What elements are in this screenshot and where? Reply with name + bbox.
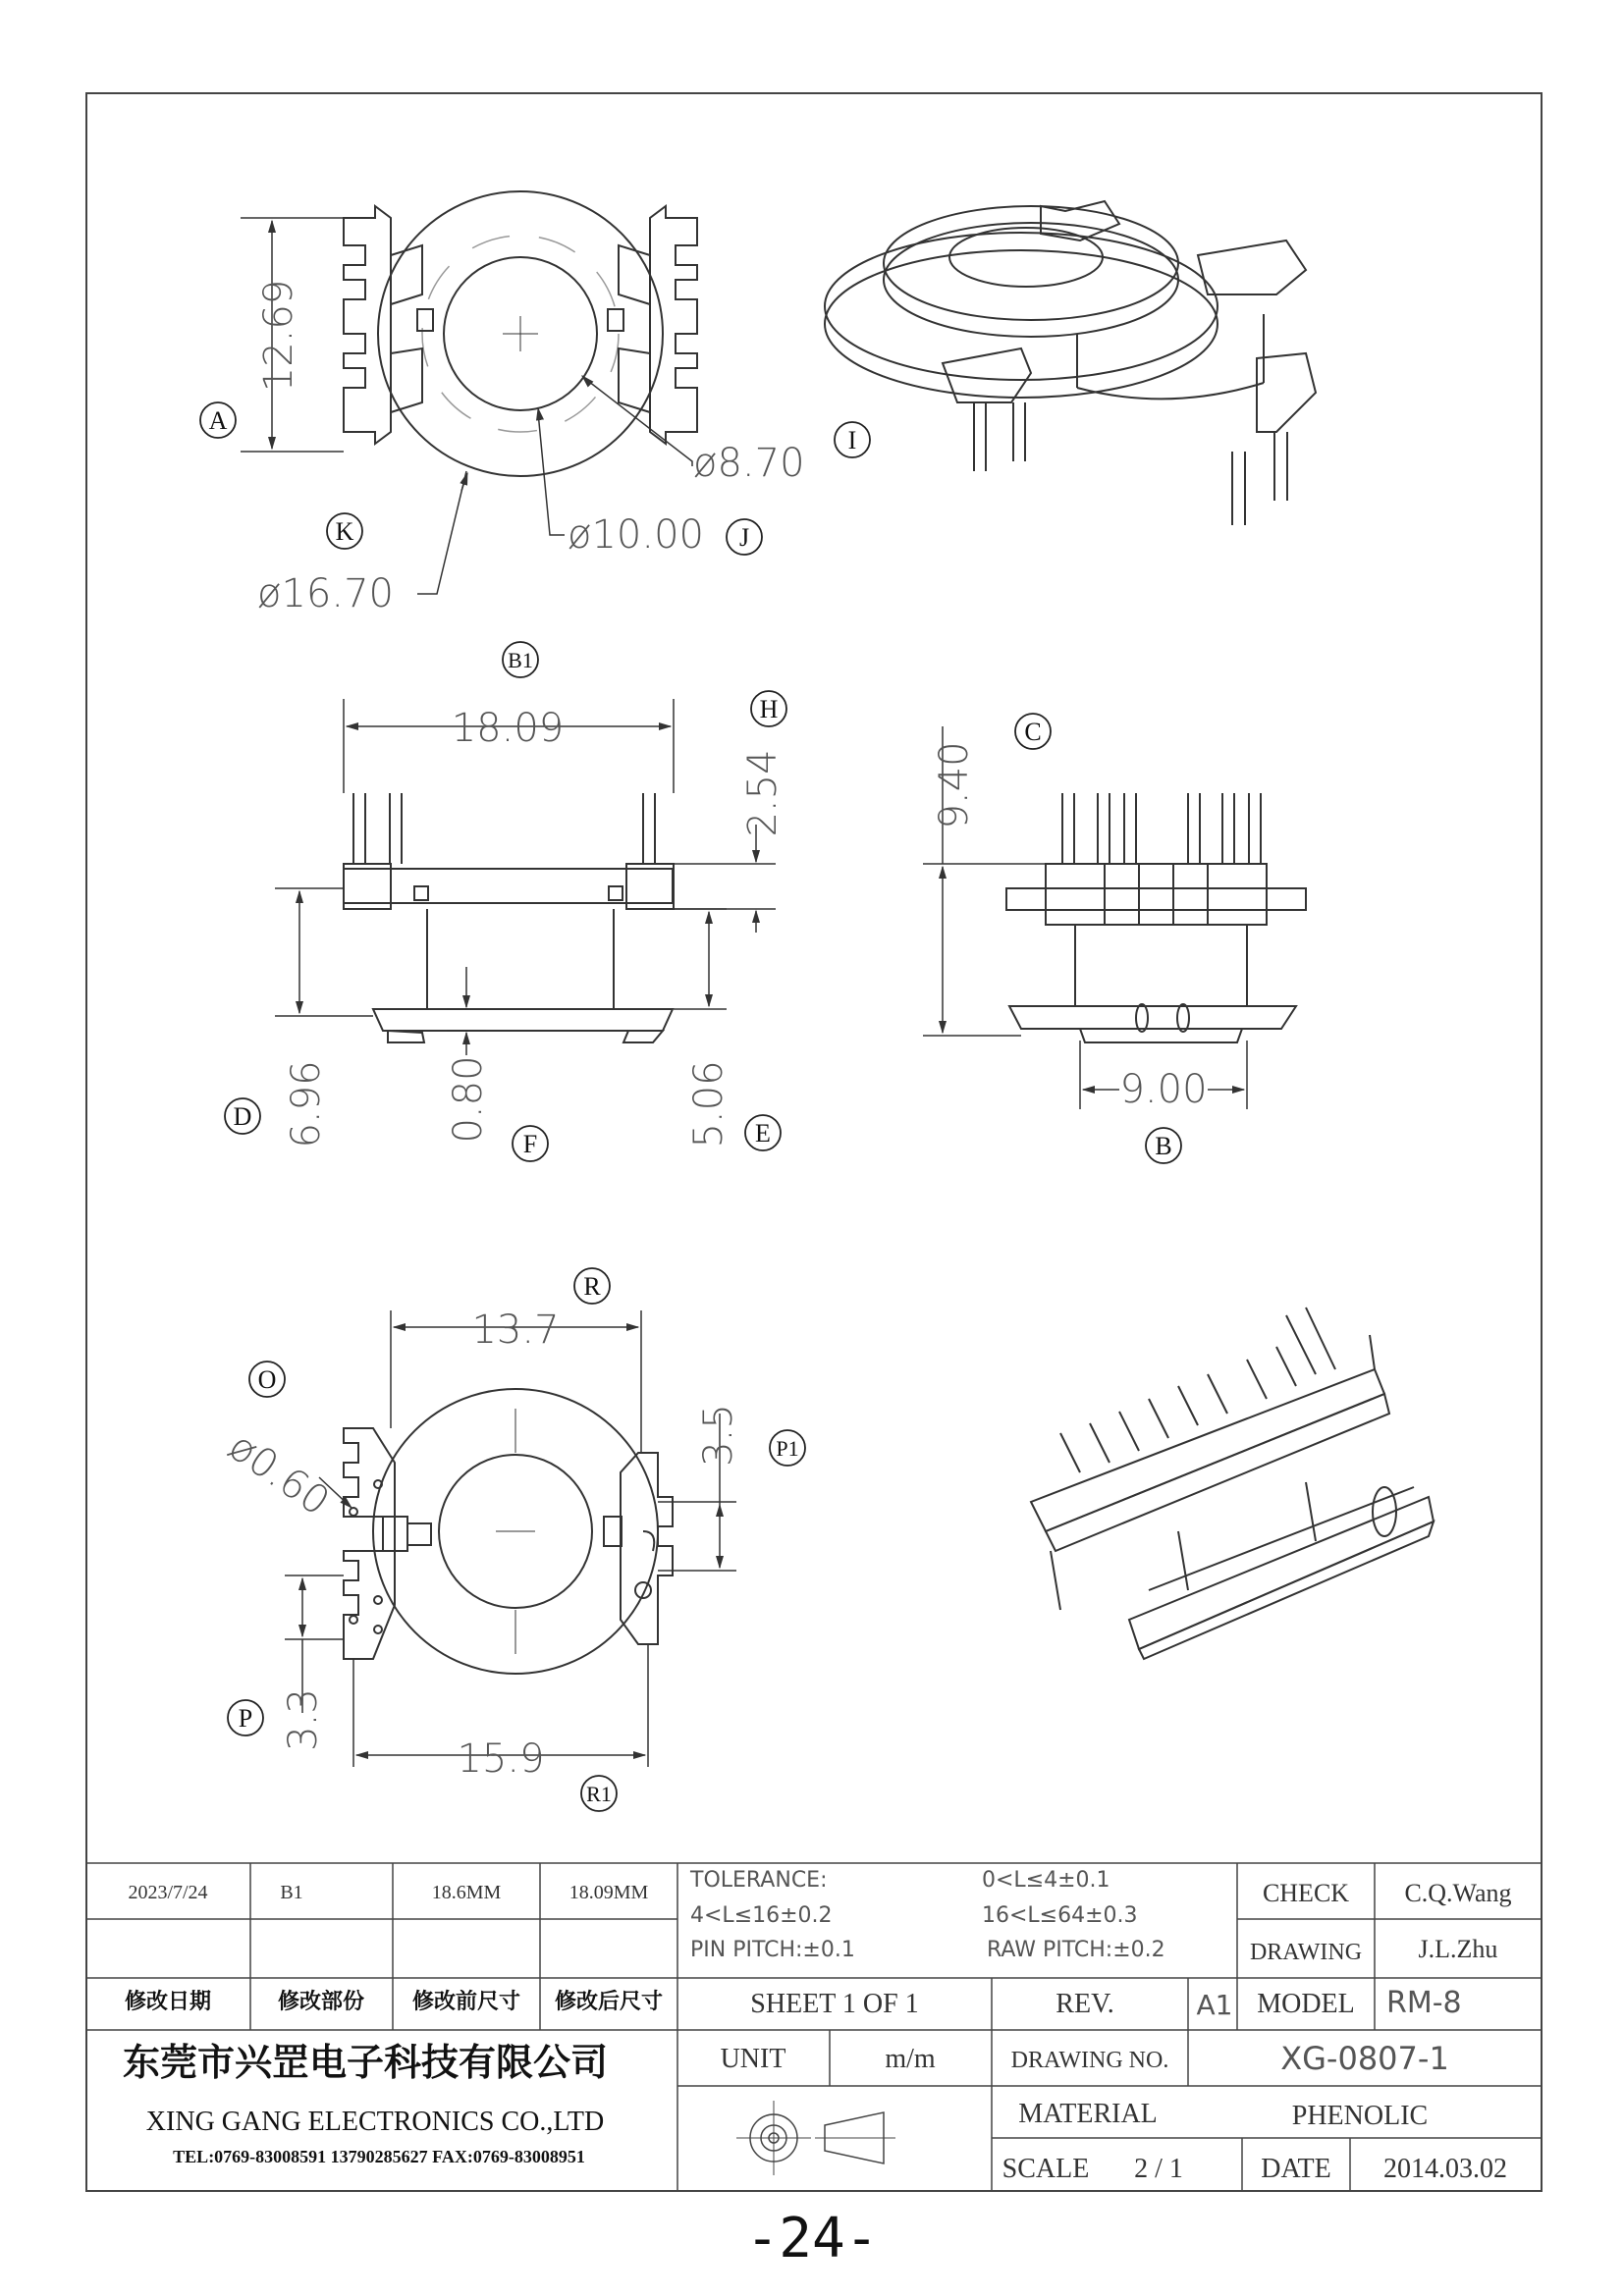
- check-value: C.Q.Wang: [1404, 1879, 1512, 1907]
- label-d: D: [233, 1102, 252, 1131]
- pin-pitch: PIN PITCH:±0.1: [690, 1938, 855, 1962]
- label-e: E: [755, 1119, 771, 1148]
- unit-value: m/m: [885, 2044, 936, 2074]
- company-name-en: XING GANG ELECTRONICS CO.,LTD: [145, 2107, 605, 2137]
- label-o: O: [257, 1365, 277, 1394]
- iso-view-bottom: [1031, 1308, 1434, 1659]
- header-before: 修改前尺寸: [411, 1990, 521, 2014]
- bottom-view: [344, 1389, 673, 1674]
- tolerance-1: 0<L≤4±0.1: [982, 1868, 1110, 1893]
- unit-label: UNIT: [720, 2044, 786, 2074]
- label-p: P: [238, 1704, 253, 1733]
- bottom-view-dimensions: [285, 1310, 736, 1767]
- label-b: B: [1155, 1132, 1172, 1160]
- dim-a: 12.69: [256, 279, 301, 393]
- dim-p1: 3.5: [696, 1404, 741, 1467]
- model-value: RM-8: [1386, 1986, 1462, 2020]
- label-k: K: [335, 517, 354, 546]
- model-label: MODEL: [1257, 1989, 1355, 2019]
- label-h: H: [759, 695, 779, 723]
- company-name-cn: 东莞市兴罡电子科技有限公司: [122, 2041, 609, 2084]
- label-r1: R1: [586, 1782, 612, 1806]
- dim-c: 9.40: [932, 741, 977, 829]
- label-b1: B1: [508, 648, 533, 672]
- dim-b: 9.00: [1119, 1067, 1208, 1112]
- dim-k: ø16.70: [257, 571, 394, 616]
- dim-e: 5.06: [686, 1060, 731, 1148]
- rev-value: A1: [1196, 1989, 1233, 2021]
- dim-h: 2.54: [740, 749, 785, 837]
- sheet-info: SHEET 1 OF 1: [750, 1989, 919, 2019]
- scale-label: SCALE: [1001, 2154, 1090, 2184]
- dim-j: ø10.00: [568, 512, 704, 558]
- dim-i: ø8.70: [693, 441, 805, 486]
- label-i: I: [847, 426, 857, 454]
- rev-after: 18.09MM: [568, 1882, 649, 1903]
- dim-b1: 18.09: [451, 706, 565, 751]
- scale-value: 2 / 1: [1134, 2154, 1183, 2184]
- drawing-no-value: XG-0807-1: [1280, 2040, 1449, 2077]
- page-number: -24-: [745, 2207, 879, 2270]
- tolerance-2: 4<L≤16±0.2: [690, 1903, 833, 1928]
- date-value: 2014.03.02: [1383, 2154, 1507, 2184]
- drawing-label: DRAWING: [1249, 1940, 1363, 1965]
- dim-r1: 15.9: [457, 1736, 545, 1782]
- iso-view-top: [825, 201, 1316, 525]
- date-label: DATE: [1261, 2154, 1331, 2184]
- header-after: 修改后尺寸: [554, 1990, 664, 2014]
- label-f: F: [522, 1130, 538, 1158]
- rev-part: B1: [280, 1882, 303, 1903]
- raw-pitch: RAW PITCH:±0.2: [987, 1938, 1165, 1962]
- dim-f: 0.80: [446, 1055, 491, 1144]
- drawing-no-label: DRAWING NO.: [1010, 2048, 1169, 2073]
- label-r: R: [583, 1272, 601, 1301]
- label-j: J: [738, 523, 750, 552]
- tolerance-label: TOLERANCE:: [690, 1868, 828, 1893]
- header-part: 修改部份: [277, 1990, 365, 2014]
- side-view: [1006, 793, 1306, 1042]
- drawing-value: J.L.Zhu: [1418, 1935, 1498, 1963]
- check-label: CHECK: [1262, 1879, 1350, 1907]
- rev-date: 2023/7/24: [128, 1882, 208, 1903]
- tolerance-3: 16<L≤64±0.3: [982, 1903, 1138, 1928]
- top-view: [344, 191, 697, 476]
- label-p1: P1: [776, 1436, 799, 1461]
- dim-p: 3.3: [281, 1688, 326, 1751]
- company-contact: TEL:0769-83008591 13790285627 FAX:0769-83008951: [173, 2147, 585, 2166]
- material-label: MATERIAL: [1018, 2099, 1158, 2129]
- header-date: 修改日期: [124, 1990, 212, 2014]
- dim-d: 6.96: [284, 1060, 329, 1148]
- rev-before: 18.6MM: [431, 1882, 502, 1903]
- rev-label: REV.: [1056, 1989, 1114, 2019]
- label-a: A: [208, 406, 228, 435]
- dim-o: ø0.60: [220, 1423, 338, 1525]
- dim-r: 13.7: [471, 1308, 560, 1353]
- material-value: PHENOLIC: [1291, 2101, 1429, 2131]
- front-view: [344, 793, 674, 1042]
- front-view-dimensions: [275, 699, 776, 1055]
- label-c: C: [1024, 718, 1042, 746]
